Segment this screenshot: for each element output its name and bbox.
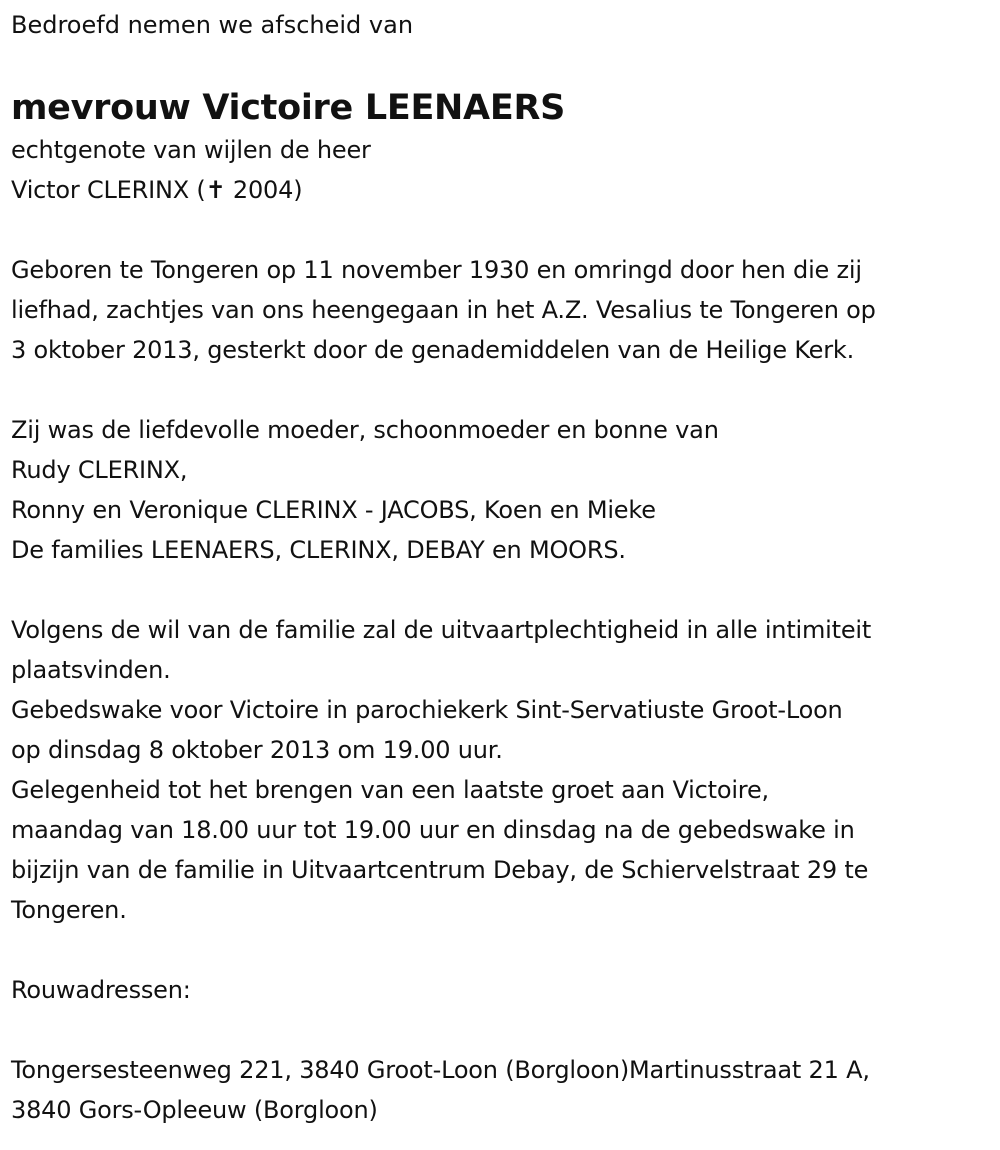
ceremony-line: plaatsvinden. — [11, 656, 171, 684]
birth-death-line: liefhad, zachtjes van ons heengegaan in het A.Z. Vesalius te Tongeren op — [11, 296, 876, 324]
birth-death-line: 3 oktober 2013, gesterkt door de genademiddelen van de Heilige Kerk. — [11, 336, 855, 364]
family-section — [11, 410, 1000, 570]
birth-death-line: Geboren te Tongeren op 11 november 1930 en omringd door hen die zij — [11, 256, 862, 284]
addresses-section — [11, 1050, 1000, 1130]
family-line: Ronny en Veronique CLERINX - JACOBS, Koen en Mieke — [11, 496, 656, 524]
family-line: Rudy CLERINX, — [11, 456, 188, 484]
address-line: 3840 Gors-Opleeuw (Borgloon) — [11, 1096, 378, 1124]
spouse-section — [11, 130, 1000, 210]
intro-text: Bedroefd nemen we afscheid van — [11, 11, 414, 39]
ceremony-section — [11, 610, 1000, 930]
deceased-name: mevrouw Victoire LEENAERS — [11, 88, 566, 128]
ceremony-line: op dinsdag 8 oktober 2013 om 19.00 uur. — [11, 736, 503, 764]
ceremony-line: Gebedswake voor Victoire in parochiekerk Sint-Servatiuste Groot-Loon — [11, 696, 843, 724]
spouse-line: echtgenote van wijlen de heer — [11, 136, 371, 164]
family-line: De families LEENAERS, CLERINX, DEBAY en MOORS. — [11, 536, 626, 564]
addresses-label: Rouwadressen: — [11, 976, 191, 1004]
ceremony-line: Tongeren. — [11, 896, 127, 924]
ceremony-line: Gelegenheid tot het brengen van een laatste groet aan Victoire, — [11, 776, 769, 804]
spouse-line: Victor CLERINX (✝ 2004) — [11, 176, 303, 204]
address-line: Tongersesteenweg 221, 3840 Groot-Loon (Borgloon)Martinusstraat 21 A, — [11, 1056, 870, 1084]
ceremony-line: maandag van 18.00 uur tot 19.00 uur en dinsdag na de gebedswake in — [11, 816, 855, 844]
ceremony-line: Volgens de wil van de familie zal de uitvaartplechtigheid in alle intimiteit — [11, 616, 872, 644]
ceremony-line: bijzijn van de familie in Uitvaartcentrum Debay, de Schiervelstraat 29 te — [11, 856, 869, 884]
family-line: Zij was de liefdevolle moeder, schoonmoeder en bonne van — [11, 416, 719, 444]
birth-death-section — [11, 250, 1000, 370]
addresses-label-section — [11, 970, 1000, 1010]
